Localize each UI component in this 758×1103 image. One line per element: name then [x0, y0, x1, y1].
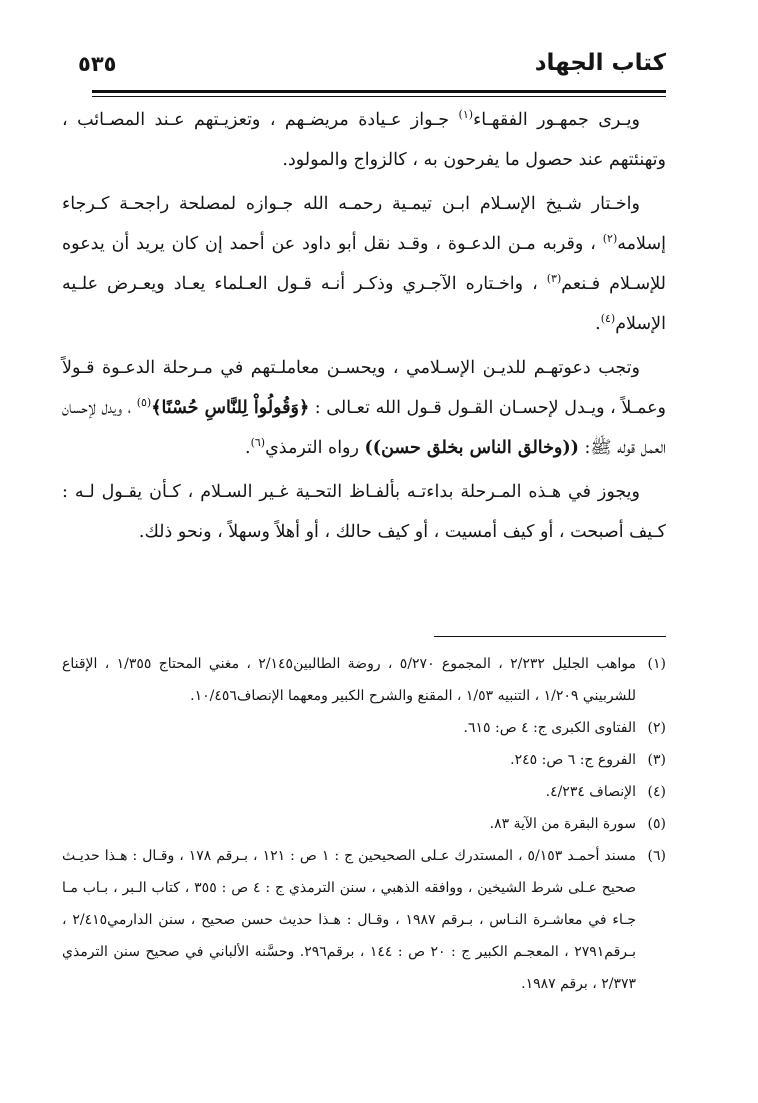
- paragraph: وتجب دعوتهـم للديـن الإسـلامي ، ويحسـن معاملـتهم في مـرحلة الدعـوة قـولاً وعمـلاً ، ويـدل لإحسـان القـول قـول الله تعـالى : ﴿وَقُولُواْ لِلنَّاسِ حُسْنًا﴾$^{(٥)}$ ، ويدل لإحسان العمل قوله ﷺ: ((وخالق الناس بخلق حسن)) رواه الترمذي$^{(٦)}$.: [62, 358, 666, 458]
- page-number: ٥٣٥: [78, 52, 117, 76]
- running-header: [78, 50, 666, 86]
- footnote: [62, 744, 666, 776]
- footnote-text: مواهب الجليل ٢/٢٣٢ ، المجموع ٥/٢٧٠ ، روضة الطالبين٢/١٤٥ ، مغني المحتاج ١/٣٥٥ ، الإقناع للشربيني ١/٢٠٩ ، التنبيه ١/٥٣ ، المقنع والشرح الكبير ومعهما الإنصاف١٠/٤٥٦.: [62, 656, 636, 704]
- footnote-separator: [434, 636, 666, 637]
- paragraph: ويجوز في هـذه المـرحلة بداءتـه بألفـاظ التحـية غـير السـلام ، كـأن يقـول لـه : كـيف أصبحت ، أو كيف أمسيت ، أو كيف حالك ، أو أهلاً وسهلاً ، ونحو ذلك.: [62, 482, 666, 542]
- footnote-ref[interactable]: (٥): [136, 396, 152, 410]
- footnote-ref[interactable]: (٦): [250, 436, 266, 450]
- footnote: [62, 648, 666, 712]
- footnote-ref[interactable]: (٤): [600, 312, 616, 326]
- hadith-quote: ((وخالق الناس بخلق حسن)): [364, 438, 579, 458]
- header-rule-thin: [92, 96, 666, 97]
- footnote-number: (١): [647, 656, 666, 672]
- footnote-number: (٤): [647, 784, 666, 800]
- footnote-text: مسند أحمـد ٥/١٥٣ ، المستدرك عـلى الصحيحين ج : ١ ص : ١٢١ ، بـرقم ١٧٨ ، وقـال : هـذا حديـث صحيح عـلى شرط الشيخين ، ووافقه الذهبي ، سنن الترمذي ج : ٤ ص : ٣٥٥ ، كتاب الـبر ، بـاب مـا جـاء في معاشـرة النـاس ، بـرقم ١٩٨٧ ، وقـال : هـذا حديث حسن صحيح ، سنن الدارمي٢/٤١٥ ، بـرقم٢٧٩١ ، المعجـم الكبير ج : ٢٠ ص : ١٤٤ ، برقم٢٩٦. وحسَّنه الألباني في صحيح سنن الترمذي ٢/٣٧٣ ، برقم ١٩٨٧.: [62, 848, 636, 992]
- footnote-number: (٢): [647, 720, 666, 736]
- footnote: [62, 776, 666, 808]
- header-rule-thick: [92, 90, 666, 93]
- paragraph: ويـرى جمهـور الفقهـاء$^{(١)}$ جـواز عـيادة مريضـهم ، وتعزيـتهم عـند المصـائب ، وتهنئتهم عند حصول ما يفرحون به ، كالزواج والمولود.: [62, 108, 666, 170]
- footnote-number: (٣): [647, 752, 666, 768]
- footnote-number: (٦): [647, 848, 666, 864]
- footnotes: [62, 648, 666, 1000]
- footnote: [62, 808, 666, 840]
- footnote-ref[interactable]: (٢): [602, 232, 618, 246]
- footnote-text: الإنصاف ٤/٢٣٤.: [545, 784, 636, 800]
- quran-verse: ﴿وَقُولُواْ لِلنَّاسِ حُسْنًا﴾: [151, 398, 310, 418]
- footnote-number: (٥): [647, 816, 666, 832]
- footnote-ref[interactable]: (١): [458, 108, 474, 122]
- footnote: [62, 840, 666, 1000]
- paragraph: واخـتار شـيخ الإسـلام ابـن تيمـية رحمـه الله جـوازه لمصلحة راجحـة كـرجاء إسلامه$^{(٢)}$ ، وقربه مـن الدعـوة ، وقـد نقل أبو داود عن أحمد إن كان يريد أن يدعوه للإسـلام فـنعم$^{(٣)}$ ، واخـتاره الآجـري وذكـر أنـه قـول العـلماء يعـاد ويعـرض علـيه الإسلام$^{(٤)}$.: [62, 194, 666, 334]
- main-text: [62, 100, 666, 556]
- footnote-ref[interactable]: (٣): [546, 272, 562, 286]
- footnote-text: الفتاوى الكبرى ج: ٤ ص: ٦١٥.: [463, 720, 636, 736]
- footnote: [62, 712, 666, 744]
- footnote-text: الفروع ج: ٦ ص: ٢٤٥.: [510, 752, 636, 768]
- book-title: كتاب الجهاد: [534, 50, 666, 76]
- footnote-text: سورة البقرة من الآية ٨٣.: [489, 816, 636, 832]
